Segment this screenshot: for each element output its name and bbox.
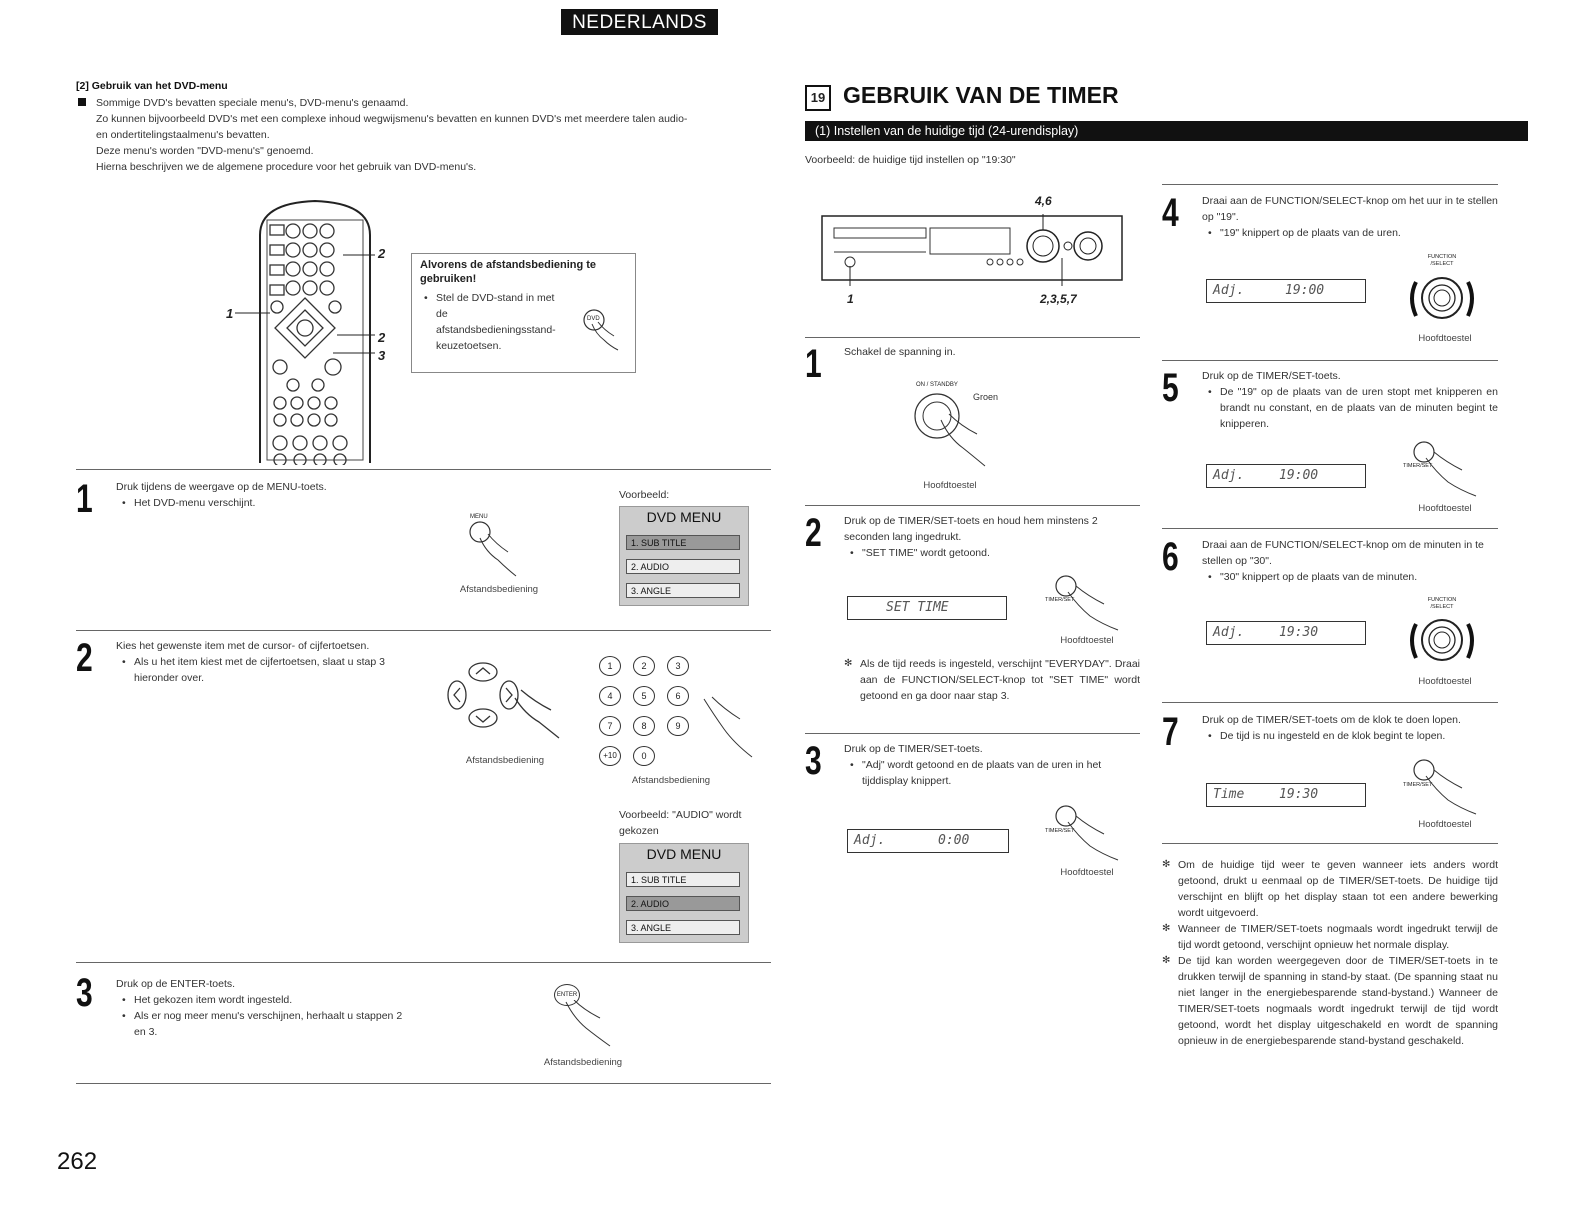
step-number: 3 [805, 739, 822, 783]
lcd-text: 19:00 [1285, 283, 1325, 298]
lcd-display [1206, 464, 1366, 488]
intro-line: Hierna beschrijven we de algemene procedure voor het gebruik van DVD-menu's. [96, 161, 477, 173]
step2-instruction: Kies het gewenste item met de cursor- of cijfertoetsen. [116, 640, 370, 652]
hand-press-enter-icon [560, 1000, 620, 1050]
hand-press-dvd-icon [574, 306, 624, 356]
r-step5-text [1202, 368, 1498, 432]
example-label: Voorbeeld: "AUDIO" wordt gekozen [619, 809, 742, 837]
lcd-text: Adj. [1213, 468, 1245, 483]
hand-press-timer-set-icon [1052, 804, 1122, 864]
intro-line: en ondertitelingstaalmenu's bevatten. [96, 129, 270, 141]
timer-set-label: TIMER/SET [1403, 782, 1433, 788]
intro-line: Zo kunnen bijvoorbeeld DVD's met een complexe inhoud wegwijsmenu's bevatten en kunnen DVD's met meerdere talen audio- [96, 113, 688, 125]
step1-bullet: • Het DVD-menu verschijnt. [134, 497, 255, 509]
step-number: 6 [1162, 535, 1179, 579]
r-step7-bullet: • De tijd is nu ingesteld en de klok begint te lopen. [1220, 730, 1445, 742]
section-title: GEBRUIK VAN DE TIMER [843, 82, 1119, 108]
caption: Hoofdtoestel [1060, 635, 1114, 646]
lcd-display [1206, 783, 1366, 807]
lcd-text: 0:00 [938, 833, 970, 848]
note-box-text [436, 290, 566, 354]
lcd-text: Adj. [1213, 625, 1245, 640]
example-text: Voorbeeld: de huidige tijd instellen op "19:30" [805, 154, 1016, 166]
timer-set-label: TIMER/SET [1045, 828, 1075, 834]
dvd-menu-item: 3. ANGLE [626, 920, 740, 935]
dvd-menu-title: DVD MENU [646, 509, 722, 525]
note-item: ✻ Wanneer de TIMER/SET-toets nogmaals wordt ingedrukt terwijl de tijd wordt getoond, verschijnt opnieuw het normale display. [1162, 921, 1498, 953]
lcd-text: Adj. [1213, 283, 1245, 298]
r-step4-bullet: • "19" knippert op de plaats van de uren. [1220, 227, 1401, 239]
r-step7-instruction: Druk op de TIMER/SET-toets om de klok te doen lopen. [1202, 714, 1461, 726]
subsection-bar: (1) Instellen van de huidige tijd (24-urendisplay) [805, 121, 1528, 141]
key-4: 4 [599, 686, 621, 706]
key-6: 6 [667, 686, 689, 706]
lcd-text: Adj. [854, 833, 886, 848]
step3-bullet: • Het gekozen item wordt ingesteld. [134, 994, 292, 1006]
r-step6-text [1202, 537, 1498, 585]
note-text: ✻ Als de tijd reeds is ingesteld, verschijnt "EVERYDAY". Draai aan de FUNCTION/SELECT-knop tot "SET TIME" wordt getoond en ga door naar stap 3. [844, 656, 1140, 704]
step1-text [116, 479, 416, 511]
note-item: ✻ De tijd kan worden weergegeven door de TIMER/SET-toets in te drukken terwijl de spanning in stand-by staat. (De spanning staat nu niet langer in the energiebesparende stand-bystand.) Wanneer de TIMER/SET-toets nogmaals wordt ingedrukt terwijl de tijd wordt getoond, wordt het display uitgeschakeld en wordt de spanning opnieuw in de energiebesparende stand-bystand geschakeld. [1162, 953, 1498, 1049]
r-step2-text [844, 513, 1140, 561]
dvd-menu-item: 1. SUB TITLE [626, 535, 740, 550]
r-step5-instruction: Druk op de TIMER/SET-toets. [1202, 370, 1341, 382]
caption: Hoofdtoestel [1418, 676, 1472, 687]
example-label: Voorbeeld: [619, 489, 670, 501]
function-select-knob-icon [1404, 610, 1480, 670]
receiver-device-illustration [820, 208, 1130, 288]
hand-press-icon [700, 695, 760, 765]
square-bullet-icon [78, 98, 86, 106]
subheading: [2] Gebruik van het DVD-menu [76, 80, 228, 92]
caption: Afstandsbediening [543, 1057, 623, 1068]
r-step6-bullet: • "30" knippert op de plaats van de minuten. [1220, 571, 1417, 583]
intro-line: Deze menu's worden "DVD-menu's" genoemd. [96, 145, 314, 157]
dvd-menu-item: 1. SUB TITLE [626, 872, 740, 887]
callout-2b: 2 [378, 330, 386, 345]
lcd-text: 19:30 [1279, 787, 1319, 802]
lcd-text: 19:00 [1279, 468, 1319, 483]
enter-key: ENTER [554, 984, 580, 1006]
step3-instruction: Druk op de ENTER-toets. [116, 978, 236, 990]
function-select-label: FUNCTION /SELECT [1427, 254, 1457, 267]
notes [1162, 857, 1498, 1049]
caption: Afstandsbediening [465, 755, 545, 766]
step-number: 2 [76, 636, 93, 680]
caption: Hoofdtoestel [1060, 867, 1114, 878]
key-5: 5 [633, 686, 655, 706]
caption: Afstandsbediening [459, 584, 539, 595]
key-3: 3 [667, 656, 689, 676]
key-1: 1 [599, 656, 621, 676]
caption: Hoofdtoestel [1418, 333, 1472, 344]
step3-text [116, 976, 416, 1040]
lcd-text: SET TIME [886, 600, 949, 615]
r-step2-instruction: Druk op de TIMER/SET-toets en houd hem minstens 2 seconden lang ingedrukt. [844, 515, 1098, 543]
callout-2a: 2 [378, 246, 386, 261]
step-number: 1 [805, 342, 822, 386]
step-number: 1 [76, 477, 93, 521]
callout-4-6: 4,6 [1035, 194, 1052, 208]
step3-bullet: • Als er nog meer menu's verschijnen, herhaalt u stappen 2 en 3. [134, 1010, 402, 1038]
r-step4-instruction: Draai aan de FUNCTION/SELECT-knop om het uur in te stellen op "19". [1202, 195, 1498, 223]
dvd-menu-item: 2. AUDIO [626, 559, 740, 574]
lcd-display [847, 829, 1009, 853]
note-box-title: Alvorens de afstandsbediening te gebruiken! [420, 259, 597, 285]
r-step2-note [844, 656, 1140, 704]
r-step2-bullet: • "SET TIME" wordt getoond. [862, 547, 990, 559]
key-2: 2 [633, 656, 655, 676]
key-9: 9 [667, 716, 689, 736]
function-select-label: FUNCTION /SELECT [1427, 597, 1457, 610]
intro [76, 95, 776, 175]
lcd-text: Time [1213, 787, 1245, 802]
dvd-menu-example-1 [619, 506, 749, 606]
callout-1: 1 [226, 306, 234, 321]
function-select-knob-icon [1404, 268, 1480, 328]
step-number: 5 [1162, 366, 1179, 410]
key-8: 8 [633, 716, 655, 736]
hand-press-timer-set-icon [1410, 440, 1480, 500]
hand-press-menu-icon [464, 520, 524, 580]
step-number: 4 [1162, 191, 1179, 235]
note-box [411, 253, 636, 373]
r-step7-text [1202, 712, 1498, 744]
r-step6-instruction: Draai aan de FUNCTION/SELECT-knop om de minuten in te stellen op "30". [1202, 539, 1484, 567]
step1-instruction: Druk tijdens de weergave op de MENU-toets. [116, 481, 327, 493]
number-keypad-illustration [597, 654, 717, 769]
caption: Hoofdtoestel [923, 480, 977, 491]
timer-set-label: TIMER/SET [1045, 597, 1075, 603]
step2-bullet: • Als u het item kiest met de cijfertoetsen, slaat u stap 3 hieronder over. [134, 656, 385, 684]
key-plus10: +10 [599, 746, 621, 766]
hand-press-timer-set-icon [1052, 574, 1122, 634]
dvd-menu-item: 3. ANGLE [626, 583, 740, 598]
page-number: 262 [57, 1148, 98, 1175]
dvd-menu-item: 2. AUDIO [626, 896, 740, 911]
power-button-illustration [905, 390, 995, 470]
timer-set-label: TIMER/SET [1403, 463, 1433, 469]
green-label: Groen [973, 392, 999, 402]
r-step5-bullet: • De "19" op de plaats van de uren stopt met knipperen en brandt nu constant, en de plaats van de minuten begint te knipperen. [1220, 386, 1498, 430]
lcd-text: 19:30 [1279, 625, 1319, 640]
callout-1: 1 [847, 292, 854, 306]
hand-press-timer-set-icon [1410, 758, 1480, 818]
menu-key-label: MENU [470, 514, 488, 520]
dvd-key-label: DVD [587, 316, 600, 322]
lcd-display [847, 596, 1007, 620]
r-step3-instruction: Druk op de TIMER/SET-toets. [844, 743, 983, 755]
r-step3-text [844, 741, 1140, 789]
dvd-menu-example-2 [619, 843, 749, 943]
caption: Afstandsbediening [631, 775, 711, 786]
step-number: 7 [1162, 710, 1179, 754]
caption: Hoofdtoestel [1418, 819, 1472, 830]
key-7: 7 [599, 716, 621, 736]
step-number: 3 [76, 971, 93, 1015]
lcd-display [1206, 621, 1366, 645]
cursor-keys-illustration [443, 660, 563, 740]
note-item: ✻ Om de huidige tijd weer te geven wanneer iets anders wordt getoond, drukt u eenmaal op de TIMER/SET-toets. De huidige tijd verschijnt en blijft op het display staan tot een andere bewerking wordt uitgevoerd. [1162, 857, 1498, 921]
key-0: 0 [633, 746, 655, 766]
step-number: 2 [805, 511, 822, 555]
caption: Hoofdtoestel [1418, 503, 1472, 514]
step2-text [116, 638, 416, 686]
r-step4-text [1202, 193, 1498, 241]
note-box-bullet: • Stel de DVD-stand in met de afstandsbedieningsstand-keuzetoetsen. [436, 292, 556, 352]
dvd-menu-title: DVD MENU [646, 846, 722, 862]
on-standby-label: ON / STANDBY [916, 382, 958, 388]
intro-line: Sommige DVD's bevatten speciale menu's, DVD-menu's genaamd. [96, 97, 409, 109]
callout-3: 3 [378, 348, 386, 363]
r-step1-text: Schakel de spanning in. [844, 346, 956, 358]
lcd-display [1206, 279, 1366, 303]
language-tab: NEDERLANDS [561, 9, 718, 35]
r-step3-bullet: • "Adj" wordt getoond en de plaats van de uren in het tijddisplay knippert. [862, 759, 1101, 787]
section-number: 19 [805, 85, 831, 111]
callout-2-3-5-7: 2,3,5,7 [1040, 292, 1077, 306]
